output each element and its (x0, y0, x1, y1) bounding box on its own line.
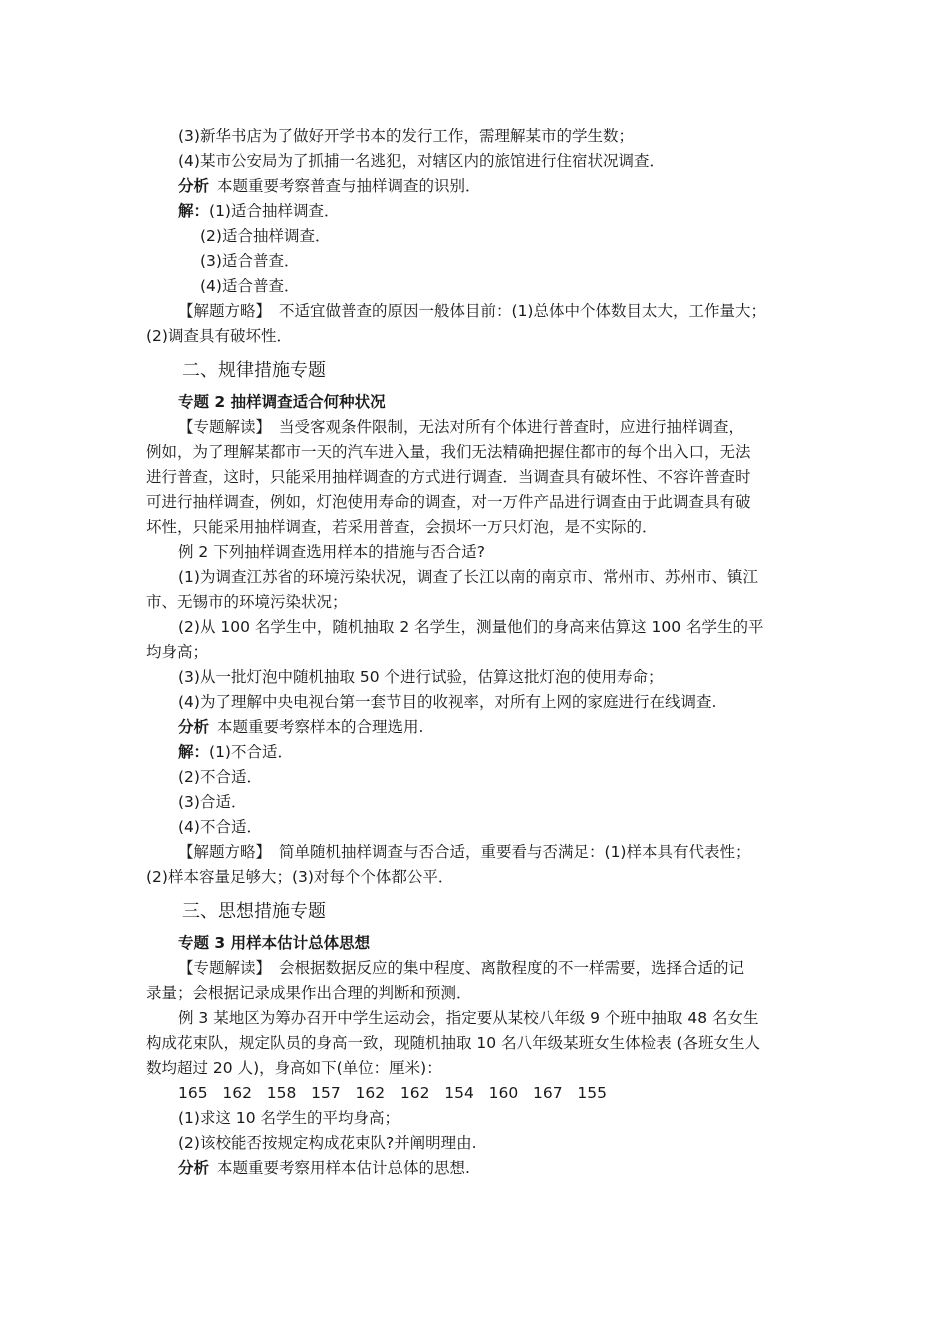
ex1-question-3: (3)新华书店为了做好开学书本的发行工作，需理解某市的学生数； (178, 127, 634, 145)
ex2-analysis (146, 715, 808, 740)
section-2-heading: 二、规律措施专题 (182, 360, 326, 381)
height-value: 158 (266, 1084, 297, 1102)
ex2-question-3: (3)从一批灯泡中随机抽取 50 个进行试验，估算这批灯泡的使用寿命； (178, 668, 664, 686)
solution-text: (1)适合抽样调查． (209, 202, 340, 220)
topic-2-reading-line: 坏性，只能采用抽样调查，若采用普查，会损坏一万只灯泡，是不实际的． (146, 518, 658, 536)
reading-text: 会根据数据反应的集中程度、离散程度的不一样需要，选择合适的记 (279, 959, 745, 977)
topic-3-reading-cont: 录量；会根据记录成果作出合理的判断和预测． (146, 984, 472, 1002)
analysis-text: 本题重要考察样本的合理选用. (217, 718, 424, 736)
reading-text: 当受客观条件限制，无法对所有个体进行普查时，应进行抽样调查， (279, 418, 745, 436)
analysis-label: 分析 (178, 177, 210, 195)
example-3-line: 数均超过 20 人)，身高如下(单位：厘米)： (146, 1059, 442, 1077)
method-label: 【解题方略】 (178, 843, 272, 861)
section-3-heading: 三、思想措施专题 (182, 901, 326, 922)
ex2-question-1: (1)为调查江苏省的环境污染状况，调查了长江以南的南京市、常州市、苏州市、镇江 (178, 568, 758, 586)
ex2-question-1-cont: 市、无锡市的环境污染状况； (146, 593, 348, 611)
height-value: 157 (311, 1084, 341, 1102)
analysis-label: 分析 (178, 718, 210, 736)
height-value: 155 (577, 1084, 607, 1102)
height-value: 154 (444, 1084, 474, 1102)
height-value: 162 (399, 1084, 430, 1102)
reading-label: 【专题解读】 (178, 959, 272, 977)
topic-2-reading-line: 进行普查，这时，只能采用抽样调查的方式进行调查．当调查具有破坏性、不容许普查时 (146, 468, 751, 486)
ex2-solution-2: (2)不合适． (178, 768, 262, 786)
reading-label: 【专题解读】 (178, 418, 272, 436)
topic-2-reading (146, 415, 808, 440)
ex2-solution-4: (4)不合适． (178, 818, 262, 836)
solution-label: 解： (178, 202, 210, 220)
height-value: 162 (222, 1084, 252, 1102)
document-content (146, 124, 808, 1181)
ex3-analysis (146, 1156, 808, 1181)
analysis-text: 本题重要考察普查与抽样调查的识别． (217, 177, 481, 195)
solution-text: (1)不合适． (209, 743, 293, 761)
ex1-solution-4: (4)适合普查． (200, 277, 300, 295)
topic-2-reading-line: 可进行抽样调查，例如，灯泡使用寿命的调查，对一万件产品进行调查由于此调查具有破 (146, 493, 751, 511)
method-text: 简单随机抽样调查与否合适，重要看与否满足：(1)样本具有代表性； (279, 843, 751, 861)
ex1-solution (146, 199, 808, 224)
analysis-text: 本题重要考察用样本估计总体的思想. (217, 1159, 470, 1177)
ex1-analysis (146, 174, 808, 199)
height-value: 162 (355, 1084, 386, 1102)
solution-label: 解： (178, 743, 210, 761)
example-3-line: 构成花束队，规定队员的身高一致，现随机抽取 10 名八年级某班女生体检表 (各班女生人 (146, 1034, 761, 1052)
ex2-question-2-cont: 均身高； (146, 643, 209, 661)
topic-2-reading-line: 例如，为了理解某都市一天的汽车进入量，我们无法精确把握住都市的每个出入口，无法 (146, 443, 751, 461)
topic-3-reading (146, 956, 808, 981)
ex2-method (146, 840, 808, 865)
method-text: 不适宜做普查的原因一般体目前：(1)总体中个体数目太大，工作量大； (279, 302, 766, 320)
ex2-solution (146, 740, 808, 765)
ex1-method-cont: (2)调查具有破坏性． (146, 327, 292, 345)
heights-list (146, 1081, 808, 1106)
topic-2-title: 专题 2 抽样调查适合何种状况 (178, 393, 386, 411)
ex1-solution-3: (3)适合普查． (200, 252, 300, 270)
ex2-question-2: (2)从 100 名学生中，随机抽取 2 名学生，测量他们的身高来估算这 100 名学生的平 (178, 618, 764, 636)
ex3-question-2: (2)该校能否按规定构成花束队?并阐明理由. (178, 1134, 477, 1152)
ex3-question-1: (1)求这 10 名学生的平均身高； (178, 1109, 401, 1127)
ex1-method (146, 299, 808, 324)
analysis-label: 分析 (178, 1159, 210, 1177)
method-label: 【解题方略】 (178, 302, 272, 320)
ex2-method-cont: (2)样本容量足够大；(3)对每个个体都公平． (146, 868, 454, 886)
ex1-solution-2: (2)适合抽样调查． (200, 227, 331, 245)
example-2-title: 例 2 下列抽样调查选用样本的措施与否合适? (178, 543, 485, 561)
topic-3-title: 专题 3 用样本估计总体思想 (178, 934, 371, 952)
ex2-solution-3: (3)合适． (178, 793, 247, 811)
height-value: 160 (488, 1084, 519, 1102)
height-value: 165 (178, 1084, 208, 1102)
ex2-question-4: (4)为了理解中央电视台第一套节目的收视率，对所有上网的家庭进行在线调查. (178, 693, 717, 711)
ex1-question-4: (4)某市公安局为了抓捕一名逃犯，对辖区内的旅馆进行住宿状况调查． (178, 152, 665, 170)
height-value: 167 (533, 1084, 563, 1102)
example-3-line: 例 3 某地区为筹办召开中学生运动会，指定要从某校八年级 9 个班中抽取 48 名女生 (178, 1009, 759, 1027)
